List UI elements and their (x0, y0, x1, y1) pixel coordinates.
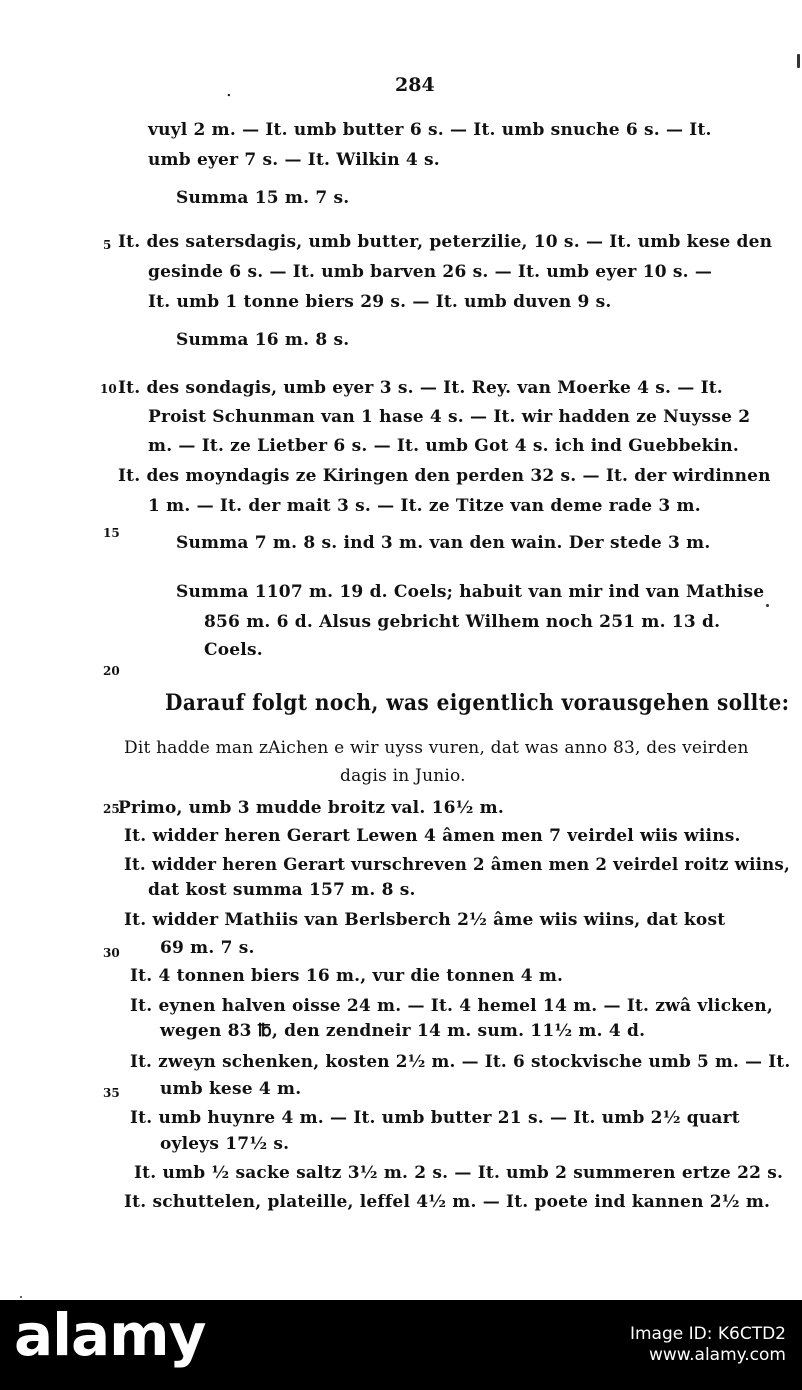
print-speck (20, 1296, 22, 1298)
text-line: It. widder Mathiis van Berlsberch 2½ âme wiis wiins, dat kost (124, 910, 726, 930)
line-number: 35 (103, 1086, 120, 1100)
text-line: oyleys 17½ s. (160, 1134, 290, 1154)
line-number: 10 (100, 382, 117, 396)
watermark-logo: alamy (14, 1301, 206, 1369)
text-line: It. des sondagis, umb eyer 3 s. — It. Rey. van Moerke 4 s. — It. (118, 378, 723, 398)
stray-dot: . (226, 80, 232, 101)
page-number: 284 (395, 74, 435, 96)
line-number: 15 (103, 526, 120, 540)
text-line: It. eynen halven oisse 24 m. — It. 4 hemel 14 m. — It. zwâ vlicken, (130, 996, 773, 1016)
line-number: 30 (103, 946, 120, 960)
summa-line: Summa 16 m. 8 s. (176, 330, 350, 350)
summa-line: Summa 7 m. 8 s. ind 3 m. van den wain. Der stede 3 m. (176, 533, 711, 553)
line-number: 5 (103, 238, 112, 252)
text-line: 856 m. 6 d. Alsus gebricht Wilhem noch 251 m. 13 d. (204, 612, 721, 632)
summa-line: Summa 15 m. 7 s. (176, 188, 350, 208)
text-line: gesinde 6 s. — It. umb barven 26 s. — It. umb eyer 10 s. — (148, 262, 713, 282)
line-number: 25 (103, 802, 120, 816)
text-line: It. umb 1 tonne biers 29 s. — It. umb duven 9 s. (148, 292, 612, 312)
text-line: It. widder heren Gerart Lewen 4 âmen men 7 veirdel wiis wiins. (124, 826, 741, 846)
text-line: m. — It. ze Lietber 6 s. — It. umb Got 4 s. ich ind Guebbekin. (148, 436, 739, 456)
text-line: It. des moyndagis ze Kiringen den perden 32 s. — It. der wirdinnen (118, 466, 771, 486)
intro-line: dagis in Junio. (340, 766, 466, 786)
summa-line: Summa 1107 m. 19 d. Coels; habuit van mir ind van Mathise (176, 582, 765, 602)
text-line: umb eyer 7 s. — It. Wilkin 4 s. (148, 150, 440, 170)
line-number: 20 (103, 664, 120, 678)
text-line: vuyl 2 m. — It. umb butter 6 s. — It. umb snuche 6 s. — It. (148, 120, 712, 140)
watermark-meta (630, 1324, 786, 1366)
watermark-image-id: Image ID: K6CTD2 (629, 1324, 786, 1344)
text-line: Coels. (204, 640, 263, 660)
text-line: It. umb ½ sacke saltz 3½ m. 2 s. — It. umb 2 summeren ertze 22 s. (134, 1163, 784, 1183)
watermark-url: www.alamy.com (648, 1345, 786, 1366)
text-line: 1 m. — It. der mait 3 s. — It. ze Titze van deme rade 3 m. (148, 496, 701, 516)
text-line: It. des satersdagis, umb butter, peterzilie, 10 s. — It. umb kese den (118, 232, 773, 252)
text-line: 69 m. 7 s. (160, 938, 255, 958)
text-line: It. umb huynre 4 m. — It. umb butter 21 s. — It. umb 2½ quart (130, 1108, 740, 1128)
text-line: wegen 83 ℔, den zendneir 14 m. sum. 11½ m. 4 d. (160, 1021, 646, 1041)
text-line: It. widder heren Gerart vurschreven 2 âmen men 2 veirdel roitz wiins, (124, 855, 790, 875)
text-line: umb kese 4 m. (160, 1079, 302, 1099)
section-heading: Darauf folgt noch, was eigentlich vorausgehen sollte: (165, 690, 790, 716)
text-line: dat kost summa 157 m. 8 s. (148, 880, 416, 900)
intro-line: Dit hadde man zAichen e wir uyss vuren, dat was anno 83, des veirden (124, 738, 749, 758)
print-speck (766, 604, 769, 607)
text-line: Primo, umb 3 mudde broitz val. 16½ m. (118, 798, 504, 818)
text-line: It. 4 tonnen biers 16 m., vur die tonnen 4 m. (130, 966, 564, 986)
text-line: It. schuttelen, plateille, leffel 4½ m. — It. poete ind kannen 2½ m. (124, 1192, 771, 1212)
text-line: It. zweyn schenken, kosten 2½ m. — It. 6 stockvische umb 5 m. — It. (130, 1052, 791, 1072)
print-mark (797, 54, 800, 68)
text-line: Proist Schunman van 1 hase 4 s. — It. wir hadden ze Nuysse 2 (148, 407, 751, 427)
